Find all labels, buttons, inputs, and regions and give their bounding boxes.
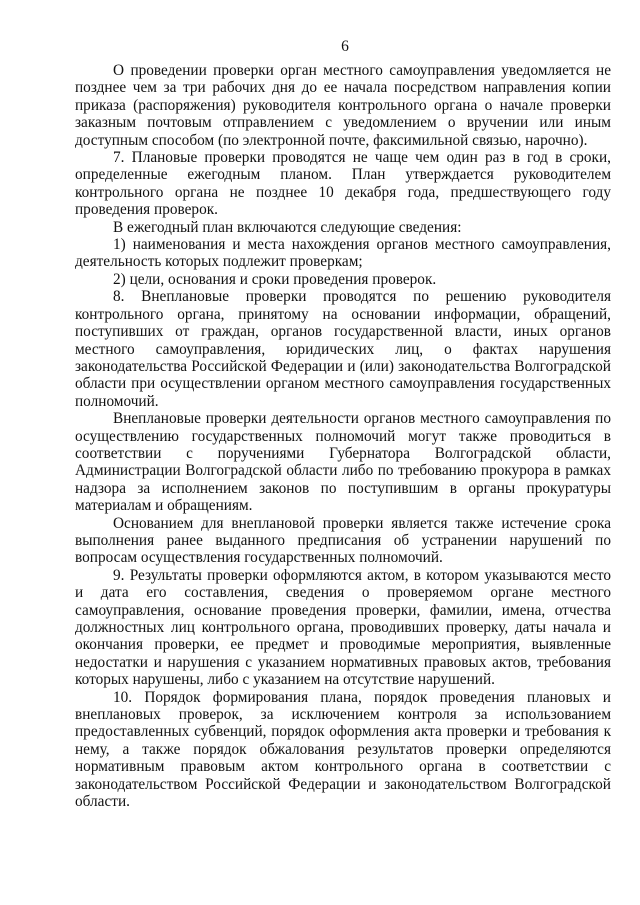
paragraph-8-unscheduled-inspections: 8. Внеплановые проверки проводятся по решению руководителя контрольного органа, принятому на основании информации, обращений, поступивших от граждан, органов государственной власти, иных органов местного самоуправления, юридических лиц, о фактах нарушения законодательства Российской Федерации и (или) законодательства Волгоградской области при осуществлении органом местного самоуправления государственных полномочий. <box>75 288 611 410</box>
paragraph-unscheduled-orders: Внеплановые проверки деятельности органов местного самоуправления по осуществлению государственных полномочий могут также проводиться в соответствии с поручениями Губернатора Волгоградской области, Администрации Волгоградской области либо по требованию прокурора в рамках надзора за исполнением законов по поступившим в органы прокуратуры материалам и обращениям. <box>75 410 611 515</box>
paragraph-10-procedure: 10. Порядок формирования плана, порядок проведения плановых и внеплановых проверок, за исключением контроля за использованием предоставленных субвенций, порядок оформления акта проверки и требования к нему, а также порядок обжалования результатов проверки определяются нормативным правовым актом контрольного органа в соответствии с законодательством Российской Федерации и законодательством Волгоградской области. <box>75 688 611 811</box>
paragraph-notification: О проведении проверки орган местного самоуправления уведомляется не позднее чем за три рабочих дня до ее начала посредством направления копии приказа (распоряжения) руководителя контрольного органа о начале проверки заказным почтовым отправлением с уведомлением о вручении или иным доступным способом (по электронной почте, факсимильной связью, нарочно). <box>75 62 611 149</box>
paragraph-9-inspection-results: 9. Результаты проверки оформляются актом, в котором указываются место и дата его составления, сведения о проверяемом органе местного самоуправления, основание проведения проверки, фамилии, имена, отчества должностных лиц контрольного органа, проводивших проверку, даты начала и окончания проверки, ее предмет и проводимые мероприятия, выявленные недостатки и нарушения с указанием нормативных правовых актов, требования которых нарушены, либо с указанием на отсутствие нарушений. <box>75 566 611 689</box>
document-body <box>75 62 611 810</box>
paragraph-annual-plan-intro: В ежегодный план включаются следующие сведения: <box>113 218 462 236</box>
paragraph-unscheduled-grounds: Основанием для внеплановой проверки является также истечение срока выполнения ранее выданного предписания об устранении нарушений по вопросам осуществления государственных полномочий. <box>75 514 611 567</box>
paragraph-plan-item-1: 1) наименования и места нахождения органов местного самоуправления, деятельность которых подлежит проверкам; <box>75 236 611 271</box>
paragraph-7-planned-inspections: 7. Плановые проверки проводятся не чаще чем один раз в год в сроки, определенные ежегодным планом. План утверждается руководителем контрольного органа не позднее 10 декабря года, предшествующего году проведения проверок. <box>75 149 611 219</box>
paragraph-plan-item-2: 2) цели, основания и сроки проведения проверок. <box>113 270 437 288</box>
page-number: 6 <box>341 38 349 55</box>
